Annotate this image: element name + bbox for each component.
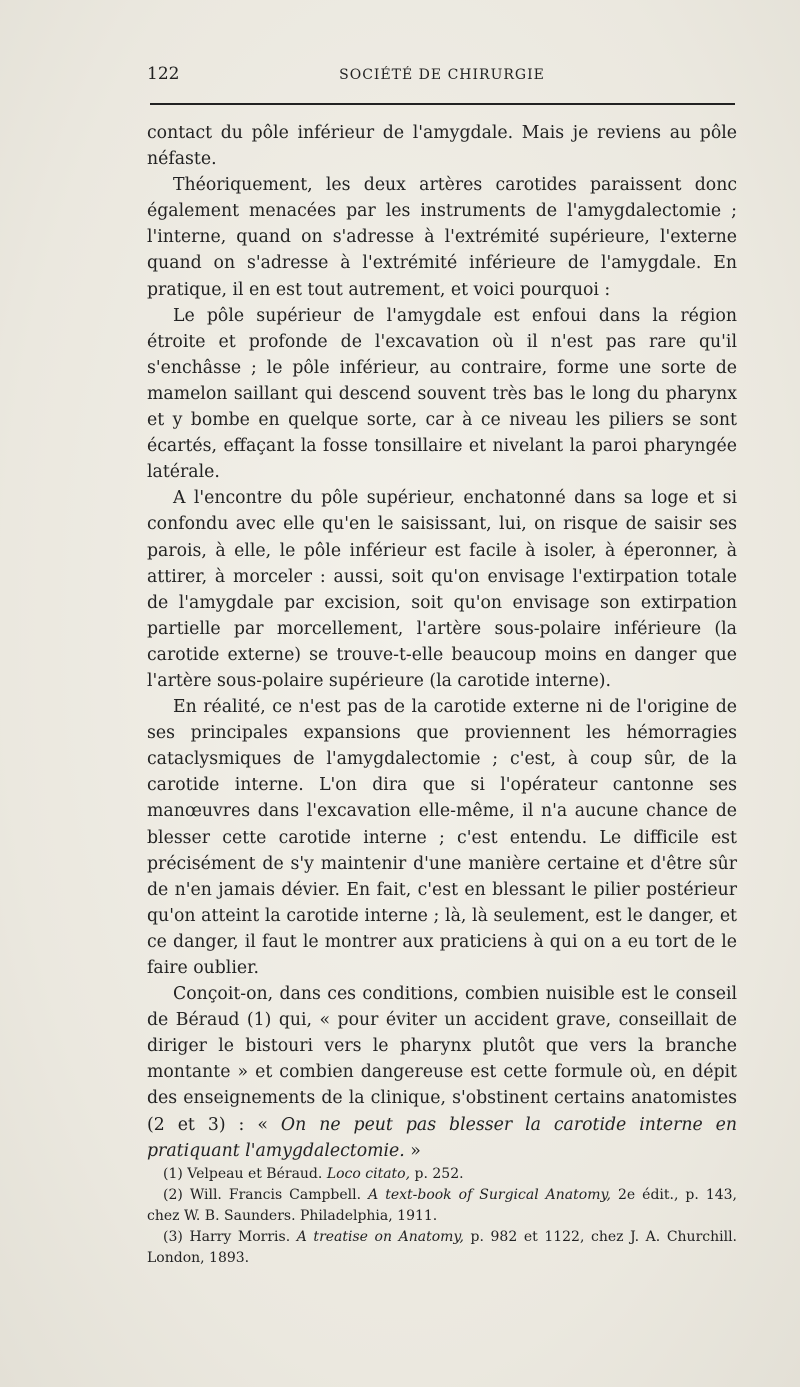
footnote-details: 2e édit., p. 143, chez W. B. Saunders. Philadelphia, 1911. <box>147 1187 737 1224</box>
footnote <box>147 1185 737 1227</box>
footnote-ref: (1) <box>163 1166 183 1182</box>
footnote-title: A treatise on Anatomy, <box>296 1229 464 1245</box>
footnote-author: Harry Morris. <box>189 1229 291 1245</box>
running-head: SOCIÉTÉ DE CHIRURGIE <box>339 67 545 83</box>
footnote-ref: (2) <box>163 1187 183 1203</box>
footnote-details: p. 252. <box>414 1166 464 1182</box>
footnote-ref: (3) <box>163 1229 183 1245</box>
paragraph: Théoriquement, les deux artères carotides paraissent donc également menacées par les instruments de l'amygdalectomie ; l'interne, quand on s'adresse à l'extrémité supérieure, l'externe quand on s'adresse à l'extrémité inférieure de l'amygdale. En pratique, il en est tout autrement, et voici pourquoi : <box>147 175 737 300</box>
paragraph-text: Conçoit-on, dans ces conditions, combien nuisible est le conseil de Béraud (1) qui, « pour éviter un accident grave, conseillait de diriger le bistouri vers le pharynx plutôt que vers la branche montante » et combien dangereuse est cette formule où, en dépit des enseignements de la clinique, s'obstinent certains anatomistes (2 et 3) : « <box>147 984 737 1135</box>
italic-quote: On ne peut pas blesser la carotide interne en pratiquant l'amygdalectomie. <box>147 1114 738 1161</box>
footnote-details: p. 982 et 1122, chez J. A. Churchill. London, 1893. <box>147 1229 737 1266</box>
page-number: 122 <box>147 64 180 84</box>
paragraph-last <box>147 981 737 1164</box>
body-text <box>147 120 737 1164</box>
footnote <box>147 1164 737 1185</box>
paragraph: A l'encontre du pôle supérieur, enchatonné dans sa loge et si confondu avec elle qu'en le saisissant, lui, on risque de saisir ses parois, à elle, le pôle inférieur est facile à isoler, à éperonner, à attirer, à morceler : aussi, soit qu'on envisage l'extirpation totale de l'amygdale par excision, soit qu'on envisage son extirpation partielle par morcellement, l'artère sous-polaire inférieure (la carotide externe) se trouve-t-elle beaucoup moins en danger que l'artère sous-polaire supérieure (la carotide interne). <box>147 488 737 691</box>
page-header <box>147 64 737 88</box>
header-rule <box>150 103 735 105</box>
paragraph: Le pôle supérieur de l'amygdale est enfoui dans la région étroite et profonde de l'excavation où il n'est pas rare qu'il s'enchâsse ; le pôle inférieur, au contraire, forme une sorte de mamelon saillant qui descend souvent très bas le long du pharynx et y bombe en quelque sorte, car à ce niveau les piliers se sont écartés, effaçant la fosse tonsillaire et nivelant la paroi pharyngée latérale. <box>147 305 737 483</box>
footnote-author: Velpeau et Béraud. <box>187 1166 323 1182</box>
footnote-title: A text-book of Surgical Anatomy, <box>368 1187 611 1203</box>
paragraph: contact du pôle inférieur de l'amygdale. Mais je reviens au pôle néfaste. <box>147 123 737 170</box>
footnotes <box>147 1164 737 1269</box>
paragraph: En réalité, ce n'est pas de la carotide externe ni de l'origine de ses principales expansions que proviennent les hémorragies cataclysmiques de l'amygdalectomie ; c'est, à coup sûr, de la carotide interne. L'on dira que si l'opérateur cantonne ses manœuvres dans l'excavation elle-même, il n'a aucune chance de blesser cette carotide interne ; c'est entendu. Le difficile est précisément de s'y maintenir d'une manière certaine et d'être sûr de n'en jamais dévier. En fait, c'est en blessant le pilier postérieur qu'on atteint la carotide interne ; là, là seulement, est le danger, et ce danger, il faut le montrer aux praticiens à qui on a eu tort de le faire oublier. <box>147 697 737 978</box>
footnote-title: Loco citato, <box>326 1166 411 1182</box>
closing-quote-mark: » <box>410 1140 421 1161</box>
footnote <box>147 1227 737 1269</box>
footnote-author: Will. Francis Campbell. <box>189 1187 362 1203</box>
